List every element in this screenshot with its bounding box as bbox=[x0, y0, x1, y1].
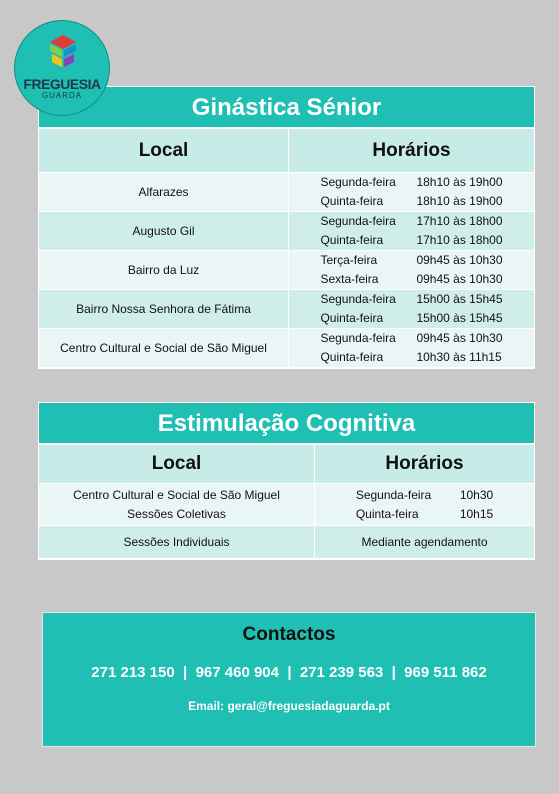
schedule-day: Segunda-feira bbox=[320, 175, 396, 189]
table-row bbox=[39, 526, 535, 559]
schedule-day: Quinta-feira bbox=[320, 194, 384, 208]
schedule-day: Quinta-feira bbox=[320, 311, 384, 325]
table-row bbox=[39, 251, 535, 290]
schedule-day: Segunda-feira bbox=[355, 487, 432, 502]
freguesia-logo bbox=[14, 20, 110, 116]
schedule-day: Segunda-feira bbox=[320, 331, 396, 345]
horario-cell bbox=[289, 173, 535, 212]
table-row bbox=[39, 212, 535, 251]
logo-brand-text: FREGUESIA bbox=[23, 76, 101, 92]
local-line: Sessões Coletivas bbox=[127, 506, 226, 521]
schedule-day: Quinta-feira bbox=[320, 233, 384, 247]
logo-sub-text: GUARDA bbox=[41, 91, 83, 100]
estimulacao-cognitiva-table bbox=[38, 402, 535, 560]
schedule-day: Quinta-feira bbox=[320, 350, 384, 364]
ginastica-senior-table bbox=[38, 86, 535, 369]
horario-cell bbox=[315, 484, 535, 526]
contactos-title: Contactos bbox=[242, 624, 336, 645]
horario-cell: Mediante agendamento bbox=[315, 526, 535, 559]
schedule-time: 17h10 às 18h00 bbox=[416, 233, 503, 247]
schedule-time: 18h10 às 19h00 bbox=[416, 175, 503, 189]
schedule-day: Quinta-feira bbox=[355, 506, 419, 521]
local-cell: Bairro da Luz bbox=[39, 251, 289, 290]
contact-phones: 271 213 150 | 967 460 904 | 271 239 563 | 969 511 862 bbox=[91, 664, 487, 681]
schedule-time: 09h45 às 10h30 bbox=[416, 272, 503, 286]
table-row bbox=[39, 290, 535, 329]
local-cell: Augusto Gil bbox=[39, 212, 289, 251]
column-header-local: Local bbox=[39, 129, 289, 173]
column-header-horarios: Horários bbox=[289, 129, 535, 173]
table-row bbox=[39, 173, 535, 212]
schedule-day: Sexta-feira bbox=[320, 272, 379, 286]
local-cell: Centro Cultural e Social de São Miguel bbox=[39, 329, 289, 368]
schedule-time: 17h10 às 18h00 bbox=[416, 214, 503, 228]
schedule-time: 15h00 às 15h45 bbox=[416, 292, 503, 306]
schedule-day: Segunda-feira bbox=[320, 214, 396, 228]
schedule-time: 09h45 às 10h30 bbox=[416, 331, 503, 345]
schedule-time: 09h45 às 10h30 bbox=[416, 253, 503, 267]
schedule-time: 18h10 às 19h00 bbox=[416, 194, 503, 208]
schedule-time: 10h15 bbox=[459, 506, 494, 521]
schedule-day: Terça-feira bbox=[320, 253, 378, 267]
horario-cell bbox=[289, 212, 535, 251]
table-row bbox=[39, 329, 535, 368]
ginastica-title: Ginástica Sénior bbox=[38, 86, 535, 128]
schedule-time: 10h30 às 11h15 bbox=[416, 350, 502, 364]
logo-mark-icon bbox=[50, 35, 76, 69]
local-cell bbox=[39, 484, 315, 526]
horario-cell bbox=[289, 290, 535, 329]
contact-email[interactable]: Email: geral@freguesiadaguarda.pt bbox=[188, 699, 390, 713]
schedule-time: 10h30 bbox=[459, 487, 494, 502]
local-cell: Bairro Nossa Senhora de Fátima bbox=[39, 290, 289, 329]
schedule-day: Segunda-feira bbox=[320, 292, 396, 306]
schedule-time: 15h00 às 15h45 bbox=[416, 311, 503, 325]
local-cell: Sessões Individuais bbox=[39, 526, 315, 559]
contactos-box bbox=[42, 612, 536, 747]
estimulacao-title: Estimulação Cognitiva bbox=[38, 402, 535, 444]
column-header-local: Local bbox=[39, 445, 315, 484]
horario-cell bbox=[289, 329, 535, 368]
local-cell: Alfarazes bbox=[39, 173, 289, 212]
local-line: Centro Cultural e Social de São Miguel bbox=[73, 487, 280, 502]
horario-cell bbox=[289, 251, 535, 290]
column-header-horarios: Horários bbox=[315, 445, 535, 484]
table-row bbox=[39, 484, 535, 526]
